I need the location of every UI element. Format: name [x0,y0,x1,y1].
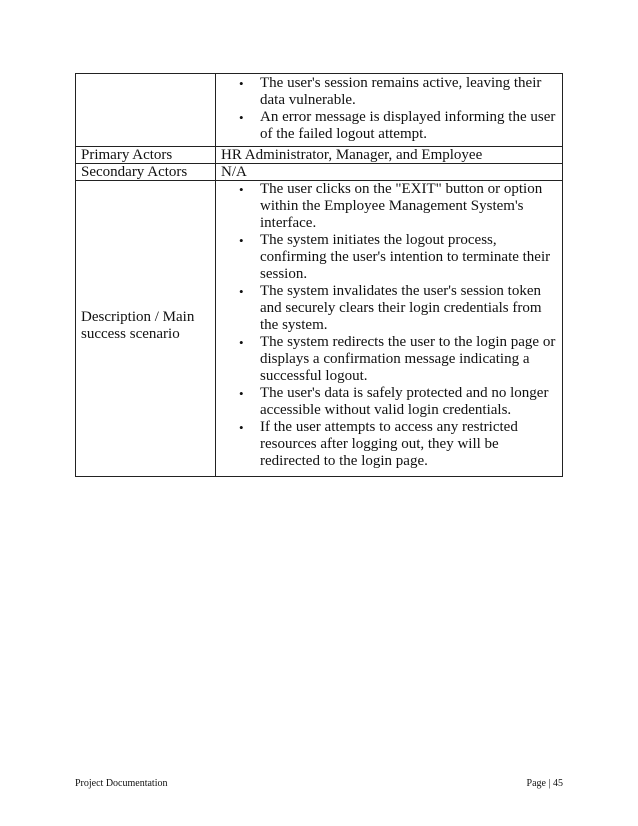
table-row [76,74,563,147]
bullet-icon: • [239,110,244,125]
bullet-icon: • [239,182,244,197]
label-cell: Primary Actors [76,147,216,164]
bullet-icon: • [239,233,244,248]
value-cell [216,74,563,147]
label-cell: Secondary Actors [76,164,216,181]
use-case-table [75,73,563,477]
list-item: • The system invalidates the user's session token and securely clears their login credentials from the system. [239,283,542,333]
page-number: Page | 45 [526,778,563,789]
value-cell [216,181,563,477]
list-item: • The system initiates the logout process, confirming the user's intention to terminate their session. [239,232,551,282]
list-item: • The user's session remains active, leaving their data vulnerable. [239,75,542,108]
value-cell: HR Administrator, Manager, and Employee [216,147,563,164]
bullet-icon: • [239,386,244,401]
bullet-list [221,181,556,470]
table-row [76,181,563,477]
footer-doc-title: Project Documentation [75,778,168,789]
table-row [76,164,563,181]
bullet-icon: • [239,76,244,91]
list-item: • The user clicks on the "EXIT" button or option within the Employee Management System's interface. [239,181,543,231]
list-item: • The system redirects the user to the login page or displays a confirmation message indicating a successful logout. [239,334,556,384]
list-item: • An error message is displayed informing the user of the failed logout attempt. [239,109,556,142]
empty-label-cell [76,74,216,147]
table-row [76,147,563,164]
bullet-icon: • [239,284,244,299]
list-item: • If the user attempts to access any restricted resources after logging out, they will be redirected to the login page. [239,419,518,469]
value-cell: N/A [216,164,563,181]
bullet-list [221,75,556,143]
bullet-icon: • [239,335,244,350]
list-item: • The user's data is safely protected and no longer accessible without valid login credentials. [239,385,549,418]
label-cell: Description / Main success scenario [76,181,216,477]
bullet-icon: • [239,420,244,435]
